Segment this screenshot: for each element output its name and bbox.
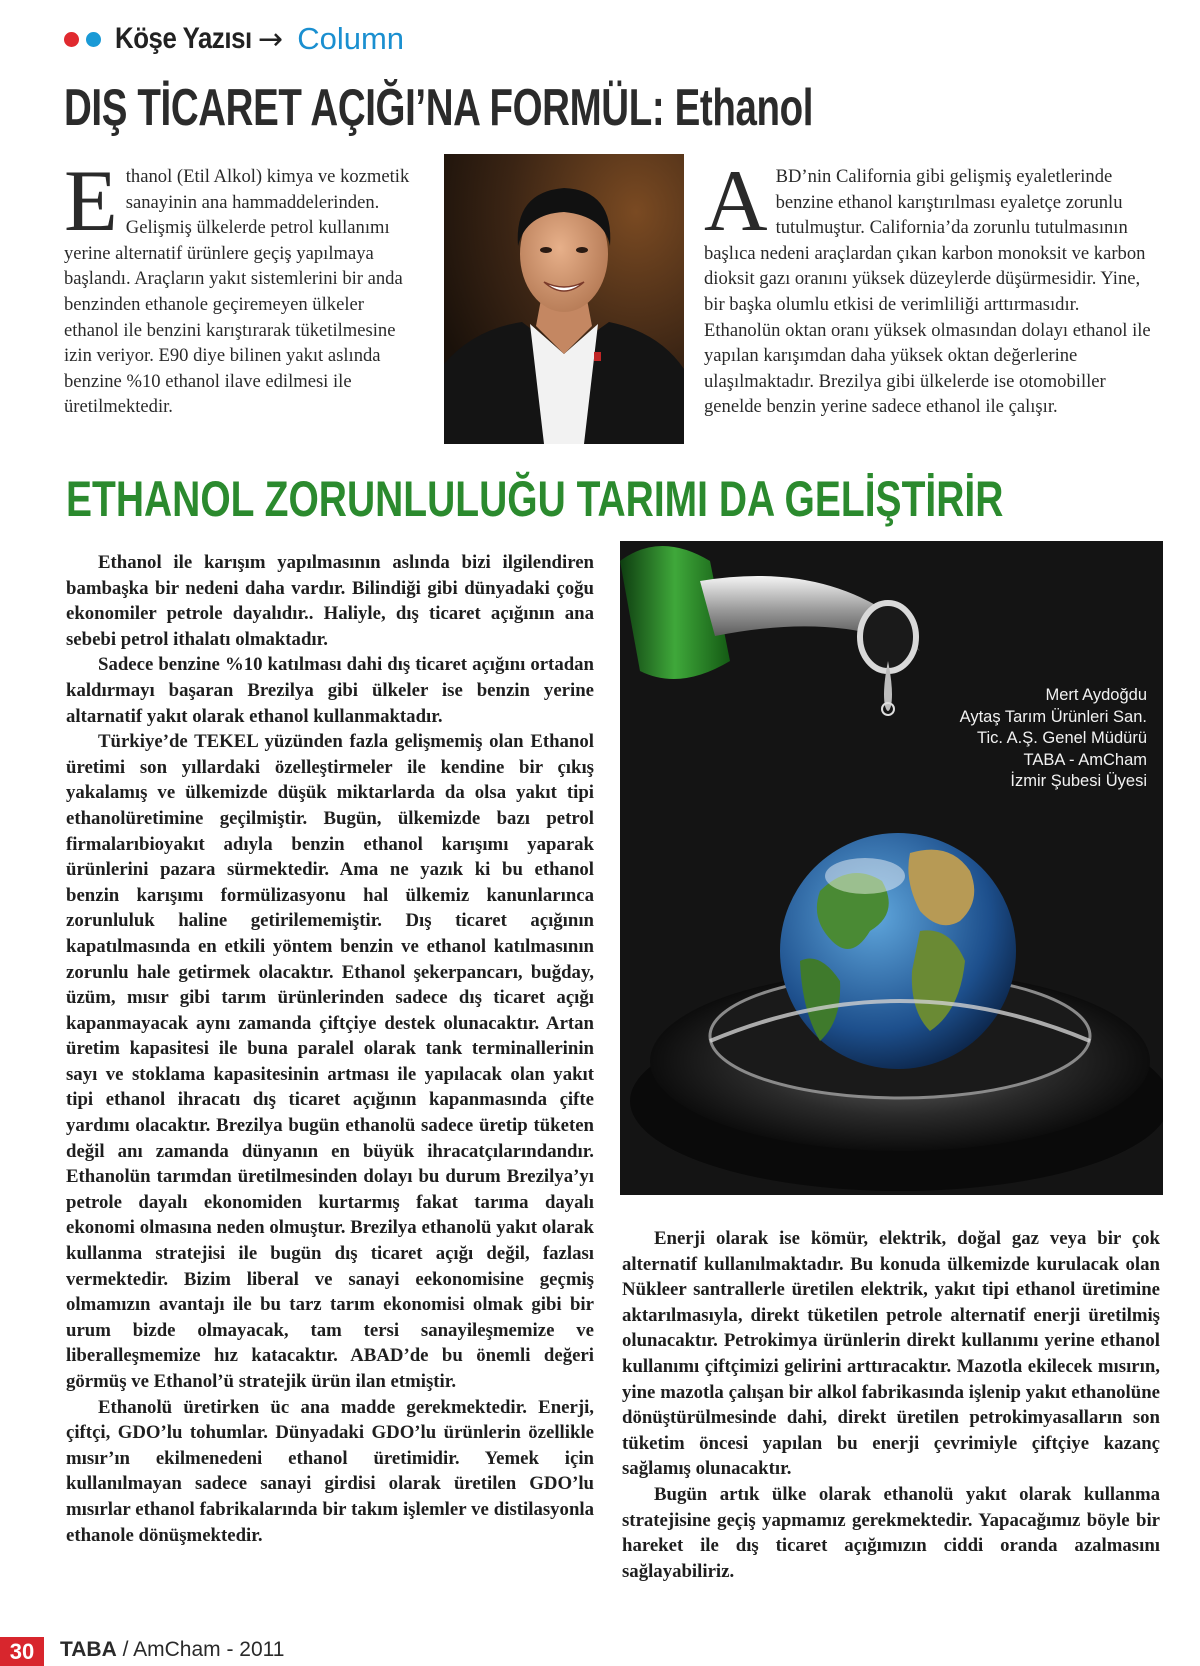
author-photo — [444, 154, 684, 444]
section-label — [64, 14, 404, 64]
magazine-issue: / AmCham - 2011 — [116, 1638, 285, 1661]
body-paragraph: Bugün artık ülke olarak ethanolü yakıt olarak kullanma stratejisine geçiş yapmamız gerekmektedir. Yapacağımız böyle bir hareket ile dış ticaret açığımızın ciddi oranda azalmasını sağlayabiliriz. — [622, 1483, 1160, 1582]
section-subtitle: ETHANOL ZORUNLULUĞU TARIMI DA GELİŞTİRİR — [66, 471, 1004, 527]
dropcap-e: E — [64, 153, 118, 250]
fuel-globe-illustration — [620, 541, 1163, 1195]
body-paragraph: Ethanolü üretirken üc ana madde gerekmektedir. Enerji, çiftçi, GDO’lu tohumlar. Dünyadaki GDO’lu ürünlerin özellikle mısır’ın ekilmenedeni ethanol üretimidir. Yemek için kullanılmayan sadece sanayi girdisi olarak üretilen GDO’lu mısırlar ethanol fabrikalarında bir takım işlemler ve distilasyonla ethanole dönüşmektedir. — [66, 1396, 594, 1546]
caption-branch: İzmir Şubesi Üyesi — [1010, 772, 1147, 790]
caption-org: TABA - AmCham — [1023, 750, 1147, 769]
intro-left-column — [64, 153, 422, 420]
author-caption — [960, 685, 1147, 793]
caption-name: Mert Aydoğdu — [1045, 686, 1147, 704]
fuel-nozzle-globe-icon — [620, 541, 1163, 1195]
body-paragraph: Enerji olarak ise kömür, elektrik, doğal gaz veya bir çok alternatif kullanılmaktadır. Bu konuda ülkemizde kurulacak olan Nükleer santrallerle üretilen elektrik, yakıt tipi ethanol üretimine aktarılmasıyla, direkt tüketilen petrole alternatif enerji üretilmiş olunacaktır. Petrokimya ürünlerin direkt kullanımı yerine ethanol kullanımı çiftçimizi gelirini arttıracaktır. Mazotla ekilecek mısırın, yine mazotla çalışan bir alkol fabrikasında işlenip yakıt ethanolüne dönüştürülmesinde dahi, direkt üretilen petrokimyasalların son tüketim öncesi yapılan bu enerji çevrimiyle çiftçiye kazanç sağlamış olunacaktır. — [622, 1228, 1160, 1480]
section-title-en: Column — [297, 21, 405, 56]
article-title: DIŞ TİCARET AÇIĞI’NA FORMÜL: Ethanol — [64, 79, 814, 137]
intro-right-column — [704, 153, 1158, 420]
blue-dot-icon — [86, 32, 101, 47]
caption-role: Tic. A.Ş. Genel Müdürü — [977, 729, 1147, 747]
body-paragraph: Sadece benzine %10 katılması dahi dış ticaret açığını ortadan kaldırmayı başaran Brezilya gibi ülkeler ise benzin yerine altarnatif yakıt olarak ethanol kullanmaktadır. — [66, 654, 594, 727]
dropcap-a: A — [704, 153, 768, 250]
magazine-name: TABA — [60, 1638, 117, 1661]
body-left-column — [66, 550, 594, 1548]
body-paragraph: Türkiye’de TEKEL yüzünden fazla gelişmemiş olan Ethanol üretimi son yıllardaki özelleştirmeler ile kendine bir çıkış yakalamış ve ülkemizde düşük miktarlarda da olsa yakıt tipi ethanolüretimine geçilmiştir. Bugün, ülkemizde bazı petrol firmalarıbioyakıt adıyla benzin ethanol karışımı yaparak ürünlerini pazara sürmektedir. Ama ne yazık ki bu ethanol benzin karışımı formülizasyonu hal ülkemiz kanunlarınca zorunluluk haline getirilememiştir. Dış ticaret açığının kapatılmasında en etkili yöntem benzin ve ethanol katılmasının zorunlu hale getirmek olacaktır. Ethanol şekerpancarı, buğday, üzüm, mısır gibi tarım ürünlerinden sadece dış ticaret açığı kapanmayacak aynı zamanda çiftçiye destek olunacaktır. Artan üretim kapasitesi ile buna paralel olarak tank terminallerinin sayı ve stoklama kapasitesinin artması ile yapılacak olan yakıt tipi ethanol ihracatı dış ticaret açığının kapanmasında çifte yardımı olacaktır. Brezilya bugün ethanolü sadece üretip tüketen değil anı zamanda dünyanın en büyük ihracatçılarındandır. Ethanolün tarımdan üretilmesinden dolayı bu durum Brezilya’yı petrole dayalı ekonomiden kurtarmış fakat tarıma dayalı ekonomi olmasına neden olmuştur. Brezilya ethanolü yakıt olarak kullanma stratejisi ile bugün dış ticaret açığı değil, fazlası vermektedir. Bizim liberal ve sanayi eekonomisine geçmiş olmamızın avantajı ile bu tarz tarım ekonomisi olmak gibi bir urum bizde olmayacak, tam tersi sanayileşmemize ve liberalleşmemize hız katacaktır. ABAD’de bu önemli değeri görmüş ve Ethanol’ü stratejik ürün ilan etmiştir. — [66, 731, 594, 1392]
caption-company: Aytaş Tarım Ürünleri San. — [959, 707, 1147, 726]
body-paragraph: Ethanol ile karışım yapılmasının aslında bizi ilgilendiren bambaşka bir nedeni daha vardır. Bilindiği gibi dünyadaki çoğu ekonomiler petrole dayalıdır.. Haliyle, dış ticaret açığının ana sebebi petrol ithalatı olmaktadır. — [66, 552, 594, 650]
intro-right-text: BD’nin California gibi gelişmiş eyaletlerinde benzine ethanol karıştırılması eyaletçe zorunlu tutulmuştur. California’da zorunlu tutulmasının başlıca nedeni araçlardan çıkan karbon monoksit ve karbon dioksit gazı oranını yüksek düzeylerde düşürmesidir. Yine, bir başka olumlu etkisi de verimliliği arttırmasıdır. Ethanolün oktan oranı yüksek olmasından dolayı ethanol ile yapılan karışımdan daha yüksek oktan değerlerine ulaşılmaktadır. Brezilya gibi ülkelerde ise otomobiller genelde benzin yerine sadece ethanol ile çalışır. — [704, 166, 1151, 418]
page-number: 30 — [0, 1637, 44, 1666]
intro-left-text: thanol (Etil Alkol) kimya ve kozmetik sanayinin ana hammaddelerinden. Gelişmiş ülkelerde petrol kullanımı yerine alternatif ürünlere geçiş yapılmaya başlandı. Araçların yakıt sistemlerini bir anda benzinden ethanole geçiremeyen ülkeler ethanol ile benzini karıştırarak tüketilmesine izin veriyor. E90 diye bilinen yakıt aslında benzine %10 ethanol ilave edilmesi ile üretilmektedir. — [64, 166, 410, 418]
footer-magazine — [60, 1638, 284, 1662]
body-right-column — [622, 1226, 1160, 1584]
author-portrait-icon — [444, 154, 684, 444]
arrow-right-icon: → — [258, 21, 284, 57]
section-title-tr: Köşe Yazısı — [115, 22, 252, 55]
red-dot-icon — [64, 32, 79, 47]
